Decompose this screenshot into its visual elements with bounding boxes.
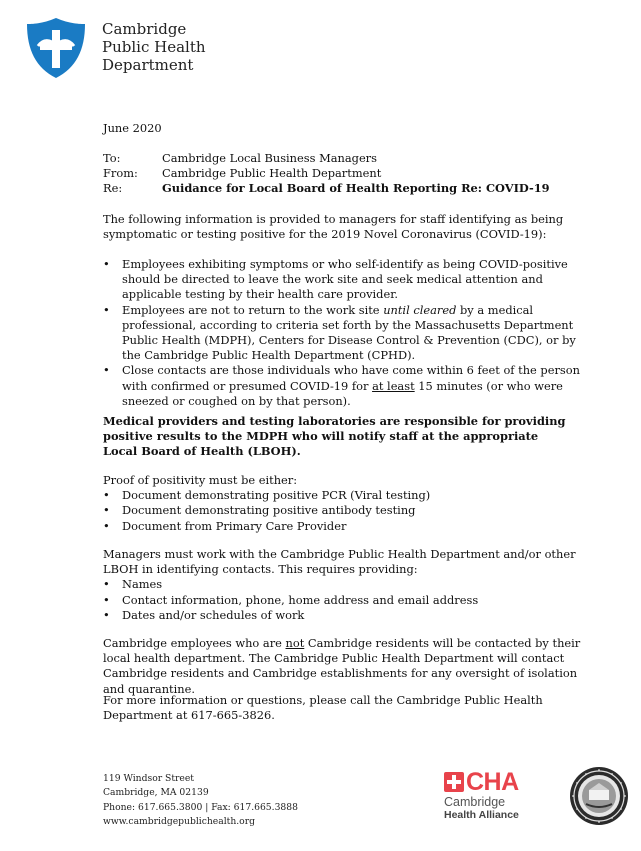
city-seal-icon <box>569 766 629 826</box>
managers-item: • Dates and/or schedules of work <box>103 608 593 623</box>
proof-item: • Document from Primary Care Provider <box>103 519 583 534</box>
letter-date: June 2020 <box>103 121 162 135</box>
memo-to-label: To: <box>103 151 121 165</box>
footer-phone-fax: Phone: 617.665.3800 | Fax: 617.665.3888 <box>103 801 298 813</box>
reporting-responsibility-paragraph: Medical providers and testing laboratories are responsible for providing positive results to the MDPH who will notify staff at the appropriate Local Board of Health (LBOH). <box>103 414 566 459</box>
memo-from-label: From: <box>103 166 138 181</box>
more-info-paragraph: For more information or questions, please call the Cambridge Public Health Department at 617-665-3826. <box>103 693 543 723</box>
proof-item: • Document demonstrating positive PCR (Viral testing) <box>103 488 583 503</box>
guidance-bullet-2: • Employees are not to return to the work site until cleared by a medical professional, according to criteria set forth by the Massachusetts Department Public Health (MDPH), Centers for Disease Control & Prevention (CDC), or by the Cambridge Public Health Department (CPHD). <box>103 303 583 364</box>
memo-header <box>103 151 623 197</box>
memo-from-value: Cambridge Public Health Department <box>162 166 382 181</box>
cha-letters: CHA <box>466 768 519 796</box>
proof-list <box>103 488 583 534</box>
org-name-line1: Cambridge <box>102 20 187 38</box>
managers-item: • Names <box>103 577 593 592</box>
footer-website: www.cambridgepublichealth.org <box>103 815 255 827</box>
proof-intro: Proof of positivity must be either: <box>103 473 298 487</box>
managers-list <box>103 577 593 623</box>
guidance-bullet-1: • Employees exhibiting symptoms or who self-identify as being COVID-positive should be directed to leave the work site and seek medical attention and applicable testing by their health care provider. <box>103 257 583 303</box>
proof-section <box>103 473 583 534</box>
proof-item: • Document demonstrating positive antibody testing <box>103 503 583 518</box>
memo-re-value: Guidance for Local Board of Health Reporting Re: COVID-19 <box>162 181 550 196</box>
employees-paragraph: Cambridge employees who are not Cambridge residents will be contacted by their local health department. The Cambridge Public Health Department will contact Cambridge residents and Cambridge establishments for any oversight of isolation and quarantine. <box>103 636 581 696</box>
org-name-line3: Department <box>102 56 194 74</box>
cha-logo <box>444 770 530 828</box>
guidance-bullet-3: • Close contacts are those individuals who have come within 6 feet of the person with confirmed or presumed COVID-19 for at least 15 minutes (or who were sneezed or coughed on by that person). <box>103 363 583 409</box>
managers-section <box>103 547 593 623</box>
cha-line2: Health Alliance <box>444 809 519 821</box>
not-underline: not <box>285 636 305 650</box>
at-least-underline: at least <box>372 378 415 393</box>
managers-intro: Managers must work with the Cambridge Public Health Department and/or other LBOH in identifying contacts. This requires providing: <box>103 547 576 577</box>
org-name-line2: Public Health <box>102 38 206 56</box>
org-name <box>102 20 206 74</box>
footer-street: 119 Windsor Street <box>103 773 194 784</box>
intro-paragraph: The following information is provided to managers for staff identifying as being symptomatic or testing positive for the 2019 Novel Coronavirus (COVID-19): <box>103 212 564 242</box>
cphd-shield-logo-icon <box>24 16 88 80</box>
cha-cross-icon <box>444 772 464 792</box>
memo-from-row <box>103 166 623 181</box>
managers-item: • Contact information, phone, home address and email address <box>103 593 593 608</box>
guidance-bullet-list <box>103 257 583 409</box>
memo-re-label: Re: <box>103 181 123 196</box>
cha-line1: Cambridge <box>444 795 506 809</box>
footer-address <box>103 772 298 829</box>
memo-to-value: Cambridge Local Business Managers <box>162 151 377 165</box>
footer-city: Cambridge, MA 02139 <box>103 787 209 799</box>
memo-re-row <box>103 181 623 196</box>
until-cleared-emphasis: until cleared <box>383 302 457 317</box>
memo-to-row <box>103 151 623 166</box>
